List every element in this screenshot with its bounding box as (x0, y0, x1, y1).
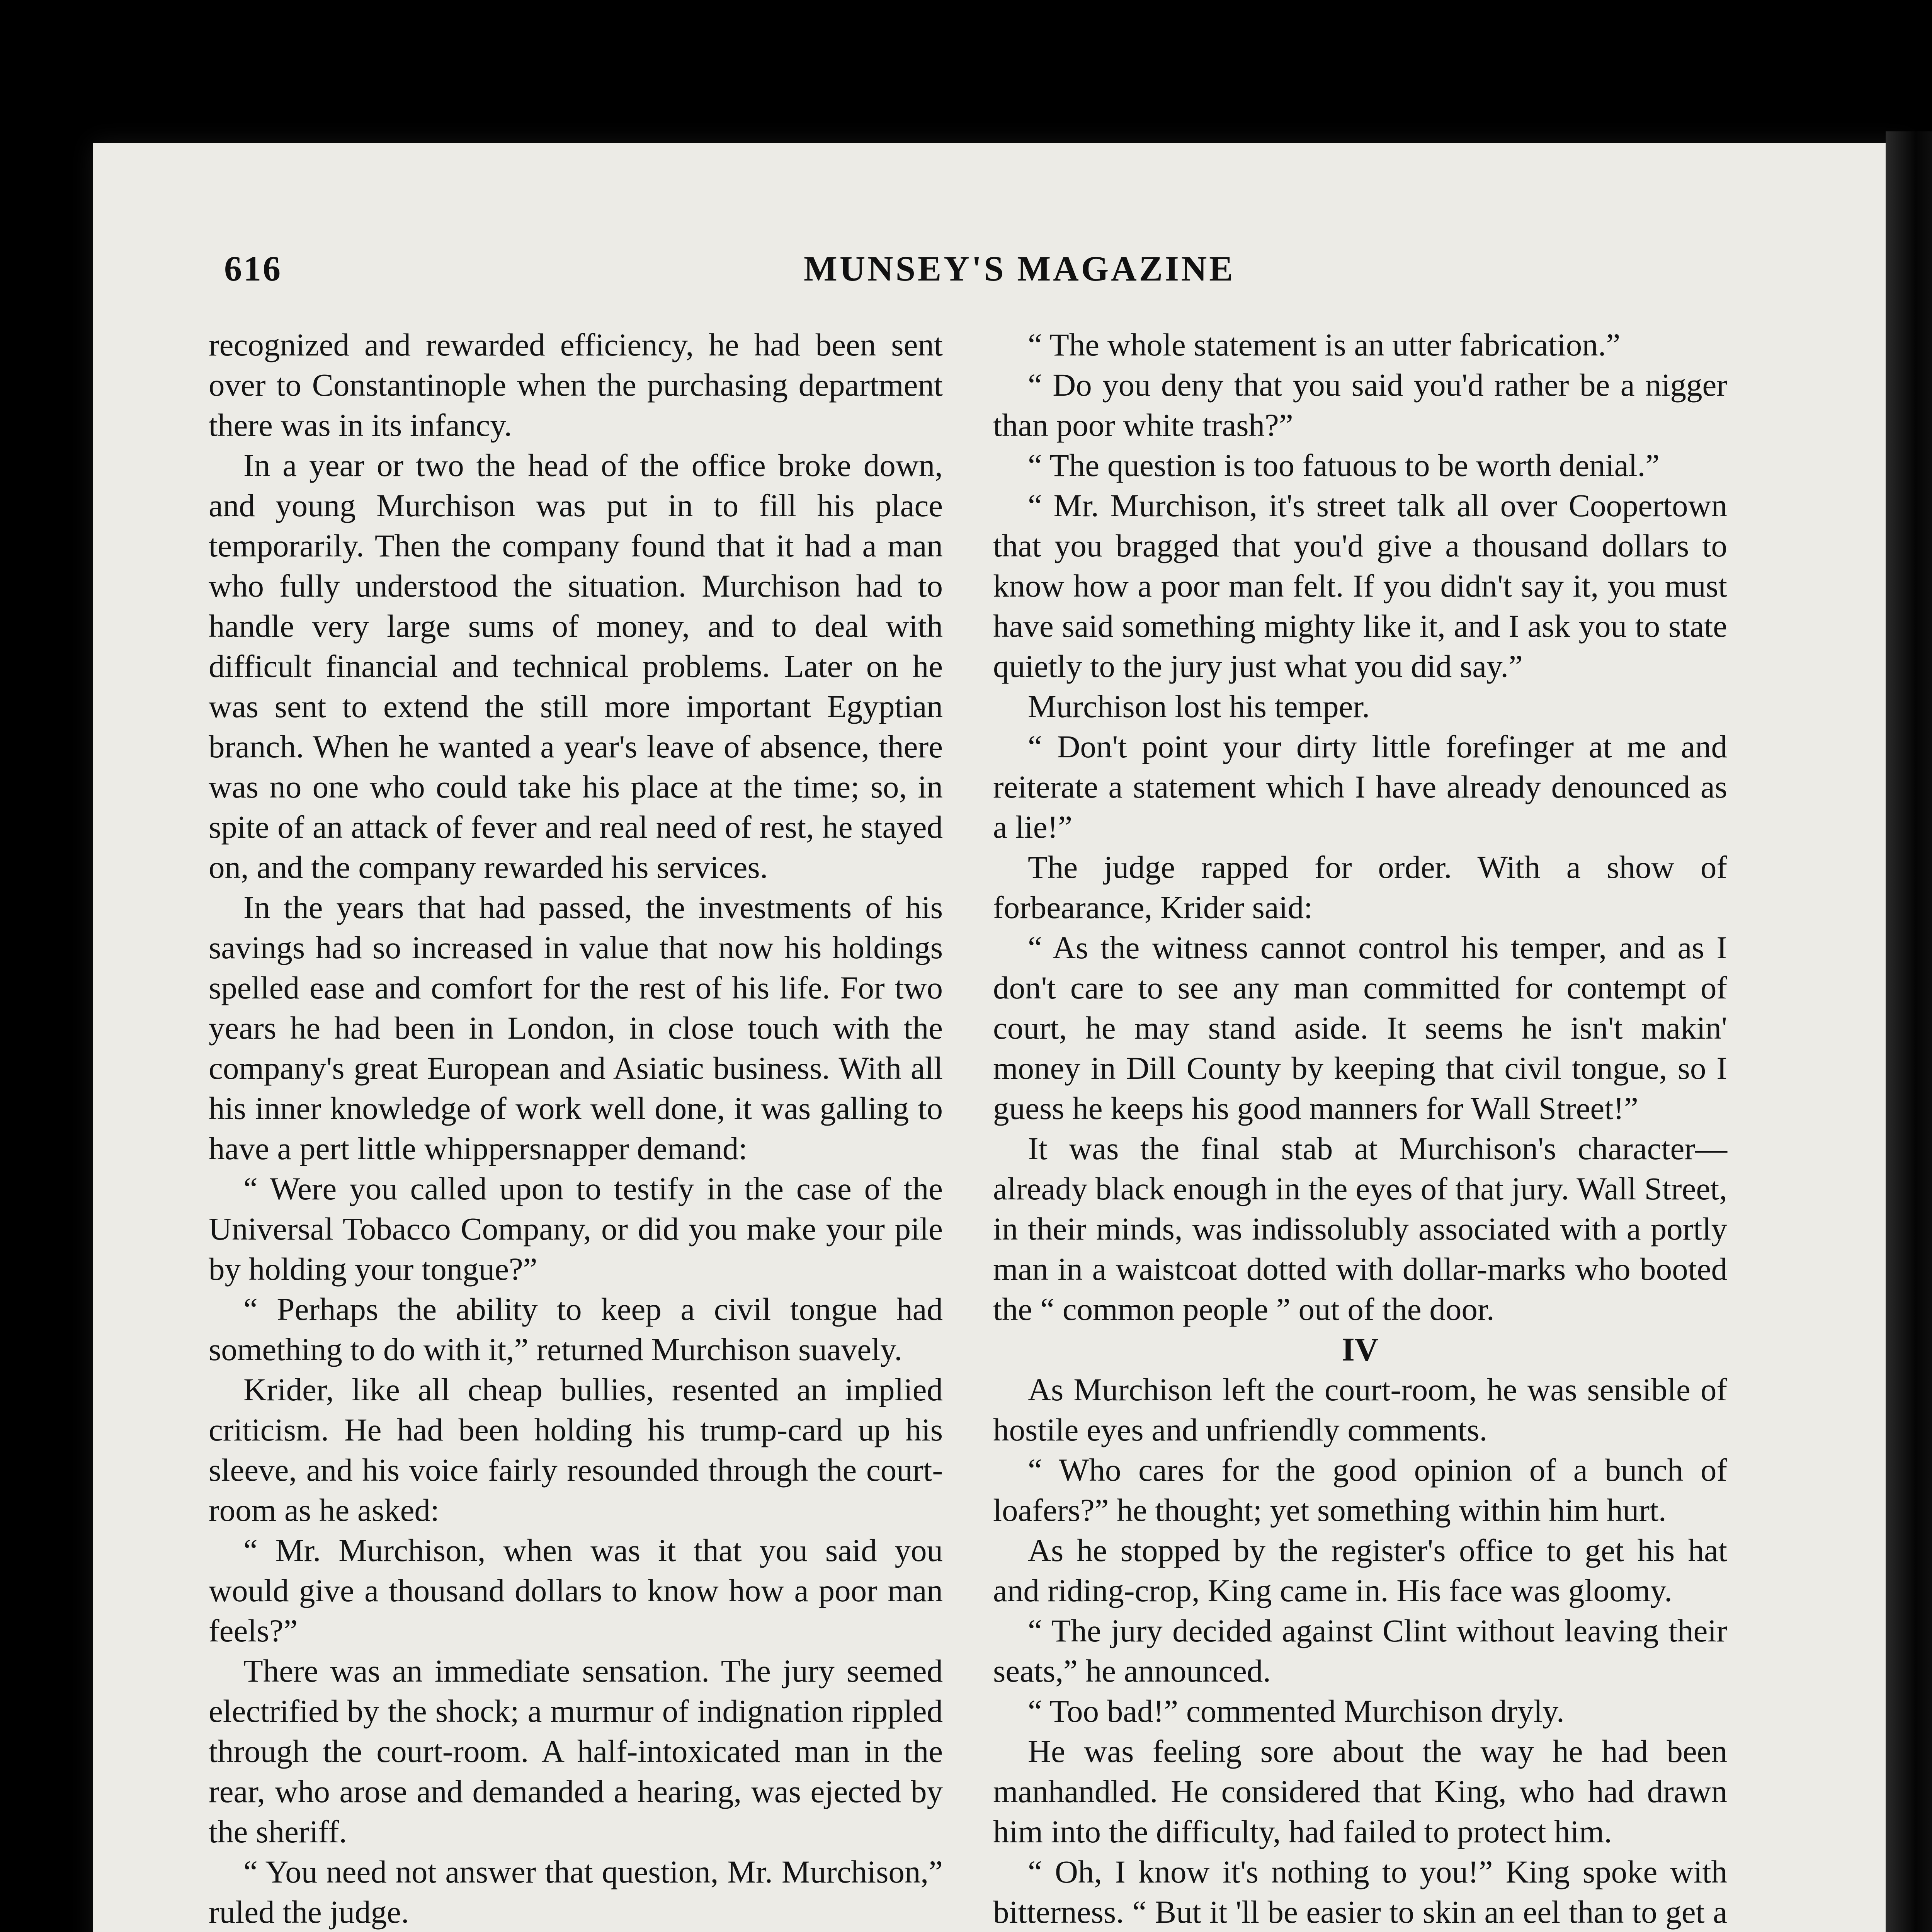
book-gutter (1886, 131, 1932, 1932)
paragraph: “ Who cares for the good opinion of a bunch of loafers?” he thought; yet something within him hurt. (993, 1452, 1727, 1528)
paragraph: “ The question is too fatuous to be worth denial.” (1028, 447, 1660, 483)
paragraph: As he stopped by the register's office to get his hat and riding-crop, King came in. His face was gloomy. (993, 1532, 1727, 1608)
paragraph: “ The jury decided against Clint without leaving their seats,” he announced. (993, 1613, 1727, 1689)
paragraph: “ The whole statement is an utter fabrication.” (1028, 327, 1621, 362)
right-text-column (993, 325, 1727, 1932)
paragraph: There was an immediate sensation. The jury seemed electrified by the shock; a murmur of indignation rippled through the court-room. A half-intoxicated man in the rear, who arose and demanded a hearing, was ejected by the sheriff. (209, 1653, 943, 1849)
paragraph: “ Mr. Murchison, when was it that you said you would give a thousand dollars to know how a poor man feels?” (209, 1532, 943, 1648)
paragraph: recognized and rewarded efficiency, he had been sent over to Constantinople when the purchasing department there was in its infancy. (209, 327, 943, 443)
paragraph: “ Perhaps the ability to keep a civil tongue had something to do with it,” returned Murchison suavely. (209, 1291, 943, 1367)
paragraph: It was the final stab at Murchison's character—already black enough in the eyes of that jury. Wall Street, in their minds, was indissolubly associated with a portly man in a waistcoat dotted with dollar-marks who booted the “ common people ” out of the door. (993, 1131, 1727, 1327)
paragraph: In a year or two the head of the office broke down, and young Murchison was put in to fill his place temporarily. Then the company found that it had a man who fully understood the situation. Murchison had to handle very large sums of money, and to deal with difficult financial and technical problems. Later on he was sent to extend the still more important Egyptian branch. When he wanted a year's leave of absence, there was no one who could take his place at the time; so, in spite of an attack of fever and real need of rest, he stayed on, and the company rewarded his services. (209, 447, 943, 885)
paragraph: “ Too bad!” commented Murchison dryly. (1028, 1693, 1565, 1729)
paragraph: “ Oh, I know it's nothing to you!” King spoke with bitterness. “ But it 'll be easier to skin an eel than to get a (993, 1854, 1727, 1930)
paragraph: Murchison lost his temper. (1028, 689, 1370, 724)
book-page (93, 143, 1909, 1932)
left-text-column (209, 325, 943, 1932)
paragraph: “ As the witness cannot control his temper, and as I don't care to see any man committed for contempt of court, he may stand aside. It seems he isn't makin' money in Dill County by keeping that civil tongue, so I guess he keeps his good manners for Wall Street!” (993, 930, 1727, 1126)
paragraph: Krider, like all cheap bullies, resented an implied criticism. He had been holding his trump-card up his sleeve, and his voice fairly resounded through the court-room as he asked: (209, 1372, 943, 1528)
page-number: 616 (224, 249, 282, 288)
paragraph: “ Were you called upon to testify in the case of the Universal Tobacco Company, or did you make your pile by holding your tongue?” (209, 1171, 943, 1287)
section-heading: IV (1342, 1331, 1379, 1368)
paragraph: “ Don't point your dirty little forefinger at me and reiterate a statement which I have already denounced as a lie!” (993, 729, 1727, 845)
paragraph: “ Mr. Murchison, it's street talk all over Coopertown that you bragged that you'd give a thousand dollars to know how a poor man felt. If you didn't say it, you must have said something mighty like it, and I ask you to state quietly to the jury just what you did say.” (993, 488, 1727, 684)
magazine-title: MUNSEY'S MAGAZINE (804, 249, 1235, 288)
paragraph: He was feeling sore about the way he had been manhandled. He considered that King, who had drawn him into the difficulty, had failed to protect him. (993, 1733, 1727, 1849)
running-header (93, 248, 1909, 306)
paragraph: In the years that had passed, the investments of his savings had so increased in value that now his holdings spelled ease and comfort for the rest of his life. For two years he had been in London, in close touch with the company's great European and Asiatic business. With all his inner knowledge of work well done, it was galling to have a pert little whippersnapper demand: (209, 889, 943, 1166)
paragraph: The judge rapped for order. With a show of forbearance, Krider said: (993, 849, 1727, 925)
paragraph: “ You need not answer that question, Mr. Murchison,” ruled the judge. (209, 1854, 943, 1930)
paragraph: As Murchison left the court-room, he was sensible of hostile eyes and unfriendly comments. (993, 1372, 1727, 1447)
paragraph: “ Do you deny that you said you'd rather be a nigger than poor white trash?” (993, 367, 1727, 443)
